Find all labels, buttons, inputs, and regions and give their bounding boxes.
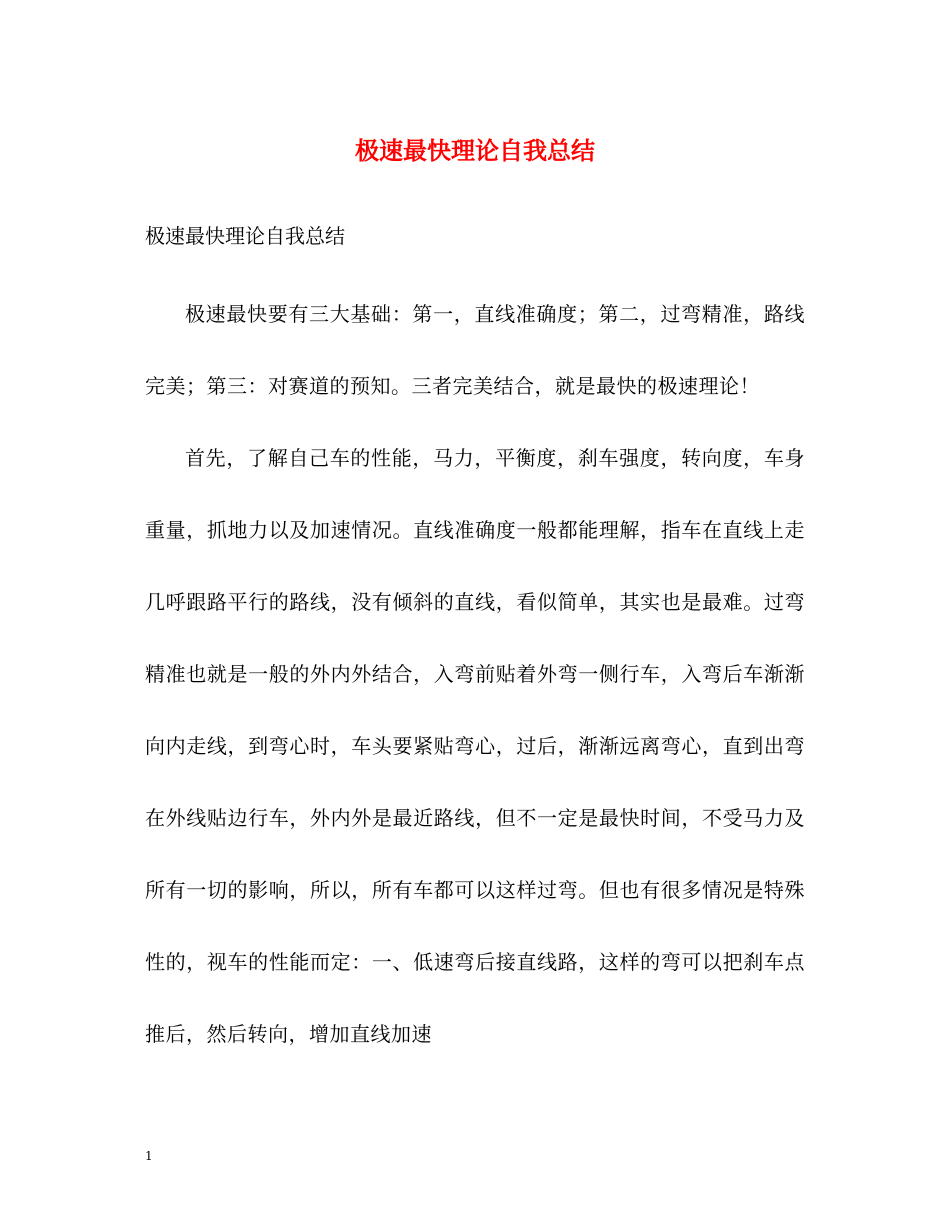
paragraph-main: 首先，了解自己车的性能，马力，平衡度，刹车强度，转向度，车身重量，抓地力以及加速情况。直线准确度一般都能理解，指车在直线上走几呼跟路平行的路线，没有倾斜的直线，看似简单，其实也是最难。过弯精准也就是一般的外内外结合，入弯前贴着外弯一侧行车，入弯后车渐渐向内走线，到弯心时，车头要紧贴弯心，过后，渐渐远离弯心，直到出弯在外线贴边行车，外内外是最近路线，但不一定是最快时间，不受马力及所有一切的影响，所以，所有车都可以这样过弯。但也有很多情况是特殊性的，视车的性能而定：一、低速弯后接直线路，这样的弯可以把刹车点推后，然后转向，增加直线加速: [145, 446, 805, 1046]
document-title: 极速最快理论自我总结: [355, 136, 595, 165]
page-number: 1: [145, 1149, 153, 1163]
document-body: [145, 278, 805, 1070]
document-subtitle: 极速最快理论自我总结: [145, 224, 345, 248]
paragraph-intro: 极速最快要有三大基础：第一，直线准确度；第二，过弯精准，路线完美；第三：对赛道的预知。三者完美结合，就是最快的极速理论！: [145, 302, 805, 398]
